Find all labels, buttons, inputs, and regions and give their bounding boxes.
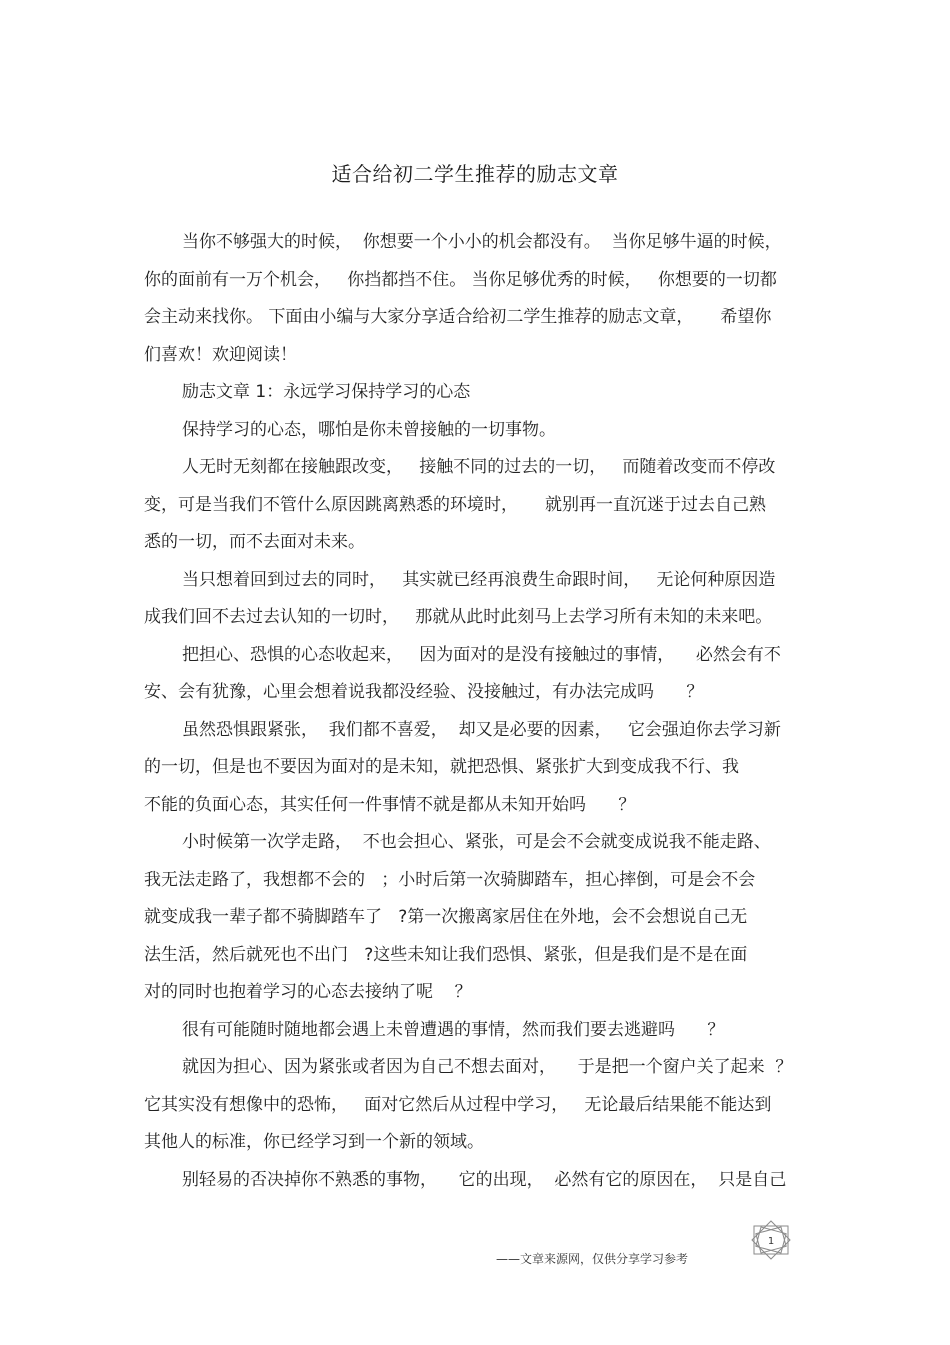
text-line: 们喜欢！欢迎阅读！: [144, 345, 297, 365]
text-line: 保持学习的心态，哪怕是你未曾接触的一切事物。: [182, 420, 556, 440]
text-line: 你的面前有一万个机会， 你挡都挡不住。 当你足够优秀的时候， 你想要的一切都: [144, 270, 777, 290]
section-heading: 励志文章 1：永远学习保持学习的心态: [182, 382, 471, 402]
footer-source-note: ——文章来源网，仅供分享学习参考: [496, 1252, 689, 1266]
text-line: 它其实没有想像中的恐怖， 面对它然后从过程中学习， 无论最后结果能不能达到: [144, 1095, 772, 1115]
page-title: 适合给初二学生推荐的励志文章: [331, 162, 619, 186]
text-line: 对的同时也抱着学习的心态去接纳了呢 ？: [144, 982, 472, 1002]
text-line: 成我们回不去过去认知的一切时， 那就从此时此刻马上去学习所有未知的未来吧。: [144, 607, 773, 627]
text-line: 别轻易的否决掉你不熟悉的事物， 它的出现， 必然有它的原因在， 只是自己: [182, 1170, 787, 1190]
text-line: 虽然恐惧跟紧张， 我们都不喜爱， 却又是必要的因素， 它会强迫你去学习新: [182, 720, 781, 740]
page-number-badge: [748, 1220, 794, 1260]
text-line: 的一切，但是也不要因为面对的是未知，就把恐惧、紧张扩大到变成我不行、我: [144, 757, 739, 777]
text-line: 人无时无刻都在接触跟改变， 接触不同的过去的一切， 而随着改变而不停改: [182, 457, 776, 477]
text-line: 变，可是当我们不管什么原因跳离熟悉的环境时， 就别再一直沉迷于过去自己熟: [144, 495, 767, 515]
text-line: 就变成我一辈子都不骑脚踏车了 ?第一次搬离家居住在外地，会不会想说自己无: [144, 907, 748, 927]
text-line: 很有可能随时随地都会遇上未曾遭遇的事情，然而我们要去逃避吗 ？: [182, 1020, 725, 1040]
text-line: 悉的一切，而不去面对未来。: [144, 532, 365, 552]
text-line: 不能的负面心态，其实任何一件事情不就是都从未知开始吗 ？: [144, 795, 636, 815]
text-line: 其他人的标准，你已经学习到一个新的领域。: [144, 1132, 484, 1152]
text-line: 安、会有犹豫，心里会想着说我都没经验、没接触过，有办法完成吗 ？: [144, 682, 704, 702]
text-line: 法生活，然后就死也不出门 ?这些未知让我们恐惧、紧张，但是我们是不是在面: [144, 945, 748, 965]
text-line: 会主动来找你。 下面由小编与大家分享适合给初二学生推荐的励志文章， 希望你: [144, 307, 772, 327]
text-line: 我无法走路了，我想都不会的 ；小时后第一次骑脚踏车，担心摔倒，可是会不会: [144, 870, 756, 890]
text-line: 把担心、恐惧的心态收起来， 因为面对的是没有接触过的事情， 必然会有不: [182, 645, 781, 665]
text-line: 就因为担心、因为紧张或者因为自己不想去面对， 于是把一个窗户关了起来 ？: [182, 1057, 793, 1077]
text-line: 当只想着回到过去的同时， 其实就已经再浪费生命跟时间， 无论何种原因造: [182, 570, 776, 590]
text-line: 小时候第一次学走路， 不也会担心、紧张，可是会不会就变成说我不能走路、: [182, 832, 771, 852]
page-number: 1: [767, 1236, 775, 1247]
text-line: 当你不够强大的时候， 你想要一个小小的机会都没有。 当你足够牛逼的时候，: [182, 232, 782, 252]
